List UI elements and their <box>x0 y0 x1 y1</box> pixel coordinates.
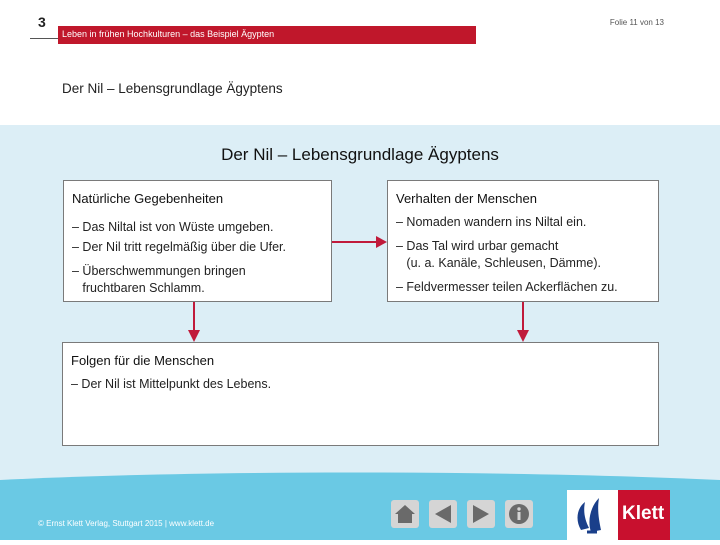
down-arrow-right <box>515 302 531 343</box>
home-button[interactable] <box>391 500 419 528</box>
content-title: Der Nil – Lebensgrundlage Ägyptens <box>221 145 499 164</box>
horizontal-arrow <box>332 234 388 250</box>
consequences-heading: Folgen für die Menschen <box>71 353 215 368</box>
breadcrumb: Leben in frühen Hochkulturen – das Beispiel Ägypten <box>62 29 275 39</box>
natural-conditions-box <box>63 180 332 302</box>
info-icon <box>505 500 533 528</box>
human-behavior-line: – Feldvermesser teilen Ackerflächen zu. <box>396 280 618 294</box>
page-title: Der Nil – Lebensgrundlage Ägyptens <box>62 81 283 96</box>
natural-conditions-line: – Der Nil tritt regelmäßig über die Ufer. <box>72 240 286 254</box>
next-icon <box>467 500 495 528</box>
klett-emblem-icon <box>567 490 617 540</box>
natural-conditions-line: – Das Niltal ist von Wüste umgeben. <box>72 220 274 234</box>
info-button[interactable] <box>505 500 533 528</box>
next-button[interactable] <box>467 500 495 528</box>
human-behavior-heading: Verhalten der Menschen <box>396 191 537 206</box>
human-behavior-box <box>387 180 659 302</box>
consequences-box <box>62 342 659 446</box>
human-behavior-line: – Nomaden wandern ins Niltal ein. <box>396 215 587 229</box>
previous-icon <box>429 500 457 528</box>
human-behavior-line: – Das Tal wird urbar gemacht (u. a. Kanäle, Schleusen, Dämme). <box>396 239 601 270</box>
klett-logo-text: Klett <box>622 503 665 524</box>
consequences-line: – Der Nil ist Mittelpunkt des Lebens. <box>71 377 272 391</box>
natural-conditions-heading: Natürliche Gegebenheiten <box>72 191 224 206</box>
previous-button[interactable] <box>429 500 457 528</box>
chapter-number: 3 <box>38 14 46 30</box>
down-arrow-left <box>186 302 202 343</box>
copyright: © Ernst Klett Verlag, Stuttgart 2015 | www.klett.de <box>38 519 215 528</box>
home-icon <box>391 500 419 528</box>
natural-conditions-line: – Überschwemmungen bringen fruchtbaren Schlamm. <box>72 264 246 295</box>
slide-counter: Folie 11 von 13 <box>609 18 664 27</box>
